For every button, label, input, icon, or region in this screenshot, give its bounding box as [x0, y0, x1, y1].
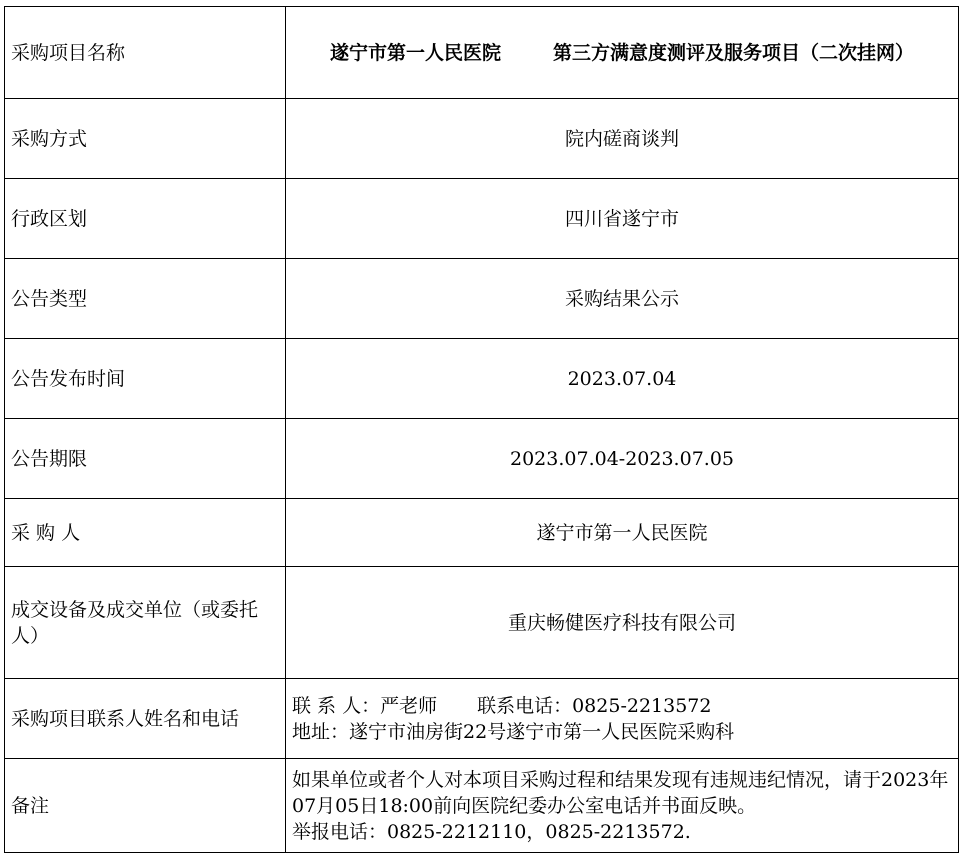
row-project-name: [5, 7, 959, 99]
row-method: [5, 99, 959, 179]
method-label: 采购方式: [5, 99, 286, 179]
row-purchaser: [5, 499, 959, 567]
publish-time-label: 公告发布时间: [5, 339, 286, 419]
row-period: [5, 419, 959, 499]
row-notice-type: [5, 259, 959, 339]
remarks-text: 如果单位或者个人对本项目采购过程和结果发现有违规违纪情况，请于2023年07月05日18:00前向医院纪委办公室电话并书面反映。: [292, 768, 949, 817]
project-name-value: [286, 7, 959, 99]
publish-time-value: 2023.07.04: [286, 339, 959, 419]
remarks-label: 备注: [5, 759, 286, 853]
contact-person: 联 系 人：严老师: [292, 694, 438, 717]
row-publish-time: [5, 339, 959, 419]
row-winner: [5, 567, 959, 679]
project-name-title: 第三方满意度测评及服务项目（二次挂网）: [553, 41, 915, 64]
report-phones: 举报电话：0825-2212110，0825-2213572.: [292, 820, 691, 843]
contact-line: [292, 693, 952, 719]
row-contact: [5, 679, 959, 759]
region-value: 四川省遂宁市: [286, 179, 959, 259]
period-label: 公告期限: [5, 419, 286, 499]
row-remarks: [5, 759, 959, 853]
contact-value: [286, 679, 959, 759]
contact-phone: 联系电话：0825-2213572: [477, 694, 712, 717]
project-name-label: 采购项目名称: [5, 7, 286, 99]
period-value: 2023.07.04-2023.07.05: [286, 419, 959, 499]
method-value: 院内磋商谈判: [286, 99, 959, 179]
contact-address: 地址：遂宁市油房街22号遂宁市第一人民医院采购科: [292, 720, 735, 743]
winner-value: 重庆畅健医疗科技有限公司: [286, 567, 959, 679]
notice-type-label: 公告类型: [5, 259, 286, 339]
remarks-value: [286, 759, 959, 853]
purchaser-label: 采 购 人: [5, 499, 286, 567]
procurement-notice-table: [4, 6, 959, 853]
notice-type-value: 采购结果公示: [286, 259, 959, 339]
row-region: [5, 179, 959, 259]
contact-label: 采购项目联系人姓名和电话: [5, 679, 286, 759]
purchaser-value: 遂宁市第一人民医院: [286, 499, 959, 567]
project-name-hospital: 遂宁市第一人民医院: [329, 41, 501, 64]
region-label: 行政区划: [5, 179, 286, 259]
winner-label: 成交设备及成交单位（或委托人）: [5, 567, 286, 679]
